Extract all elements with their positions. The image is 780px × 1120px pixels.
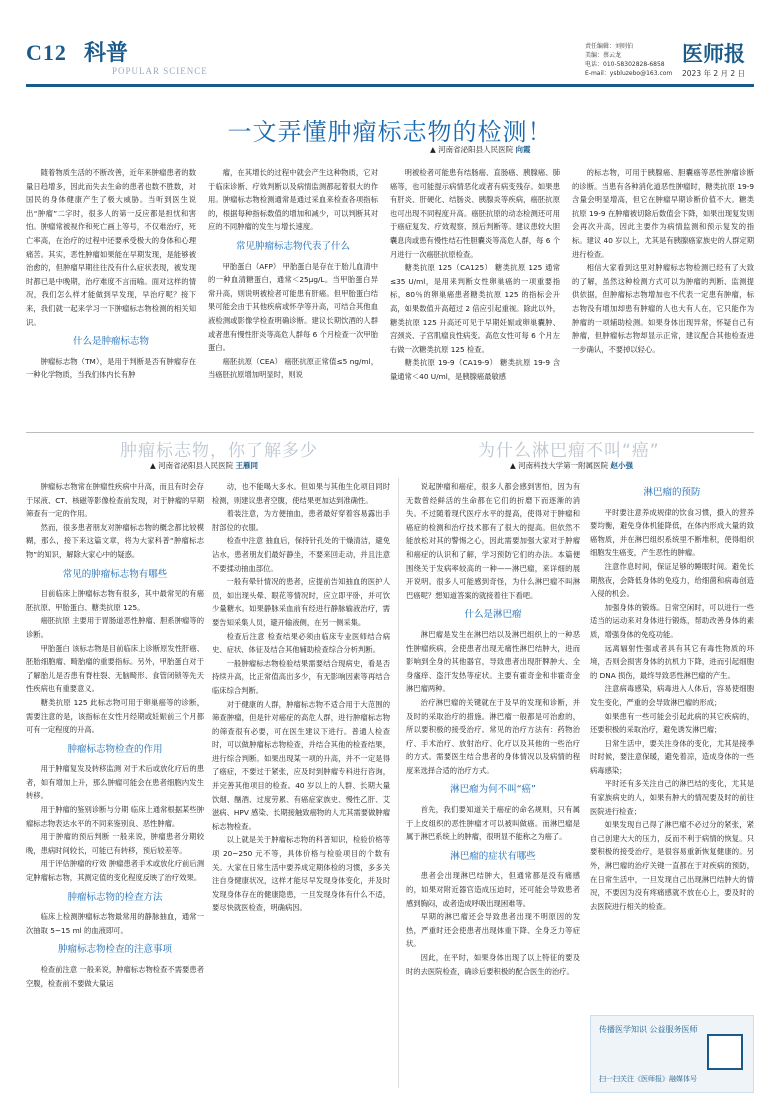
paragraph: 说起肿瘤和癌症，很多人都会感到害怕，因为有无数曾经鲜活的生命都在它们的折磨下而逐渐的消失。不过随着现代医疗水平的提高，使得对于肿瘤和癌症的检测和治疗技术都有了很大的提高。但依然不能放松对其的警惕之心，因此需要加强大家对于肿瘤和癌症的认识和了解，学习预防它们的办法。本篇便围绕关于发病率较高的一种——淋巴瘤，来详细的展开说明。很多人可能感到奇怪，为什么淋巴瘤不叫淋巴癌呢？想知道答案的就接着往下看吧。	[406, 482, 580, 600]
article1-col2	[208, 166, 378, 428]
paragraph: 肿瘤标志物（TM），是用于判断是否有肿瘤存在一种化学物质，当我们体内长有肿	[26, 356, 196, 380]
paragraph: 目前临床上肿瘤标志物有很多，其中最常见的有癌胚抗原、甲胎蛋白、糖类抗原 125。	[26, 589, 204, 612]
article2-byline	[150, 460, 258, 471]
section-title-en: POPULAR SCIENCE	[112, 66, 208, 76]
paragraph: 相信大家看到这里对肿瘤标志物检测已经有了大致的了解，虽然这种检测方式可以为肿瘤的判断、监测提供依据，但肿瘤标志物增加也不代表一定患有肿瘤，标志物没有增加却患有肿瘤的人也大有人在，它只能作为肿瘤的一项辅助检测。如果身体出现异常，怀疑自己有肿瘤，但肿瘤标志物却显示正常，建议配合其他检查进一步确认，不要掉以轻心。	[572, 263, 754, 354]
paragraph: 一般有晕针情况的患者，应提前告知抽血的医护人员，如出现头晕、眼花等情况时，应立即平卧，并可饮少量糖水。如果静脉采血前有经进行静脉输液治疗，需要告知采集人员，避开输液侧，在另一侧采集。	[212, 577, 390, 627]
paragraph: 然而，很多患者朋友对肿瘤标志物的概念都比较模糊，那么，接下来这篇文章，将为大家科普“肿瘤标志物”的知识，解除大家心中的疑惑。	[26, 522, 204, 559]
byline	[430, 144, 531, 155]
issue-date: 2023 年 2 月 2 日	[682, 69, 746, 78]
byline-author: 向霞	[515, 145, 531, 154]
paragraph: 甲胎蛋白 该标志物是目前临床上诊断原发性肝癌、胚胎细胞瘤、畸胎瘤的重要指标。另外，甲胎蛋白对于了解胎儿是否患有脊柱裂、无脑畸形、食管闭锁等先天性疾病也有重要意义。	[26, 643, 204, 694]
paragraph: 动，也不能喝大多水。但如果与其他生化项目同时检测，则建议患者空腹，使结果更加达到准确性。	[212, 482, 390, 505]
paragraph: 糖类抗原 125 此标志物可用于卵巢癌等的诊断，需要注意的是，该指标在女性月经期或妊娠前三个月都可有一定程度的升高。	[26, 697, 204, 735]
paragraph: 糖类抗原 125（CA125） 糖类抗原 125 通常≤35 U/ml，是用来判断女性卵巢癌的一项重要指标，80％的卵巢癌患者糖类抗原 125 的指标会升高，如果数值升高超过 2 倍应引起重视。除此以外，糖类抗原 125 升高还可见于早期妊娠或卵巢囊肿、宫颈炎、子宫肌瘤良性病变。高危女性可每 6 个月左右做一次糖类抗原 125 检查。	[390, 263, 560, 354]
paragraph: 注意作息时间，保证足够的睡眠时间。避免长期熬夜，会降低身体的免疫力，给细菌和病毒创造入侵的机会。	[590, 561, 754, 599]
subheading: 常见肿瘤标志物代表了什么	[235, 240, 350, 252]
paragraph: 因此，在平时，如果身体出现了以上特征的要及时的去医院检查，确诊后要积极的配合医生的治疗。	[406, 953, 580, 976]
paragraph: 用于肿瘤的鉴别诊断与分期 临床上通常根据某些肿瘤标志物表达水平的不同来鉴别良、恶性肿瘤。	[26, 805, 204, 828]
paragraph: 检查前注意 一般来说，肿瘤标志物检查不需要患者空腹，检查前不要做大量运	[26, 965, 204, 988]
article1-col1	[26, 166, 196, 428]
paragraph: 明被检者可能患有结肠癌、直肠癌、胰腺癌、肺癌等，也可能提示病情恶化或者有病变残存。如果患有肝炎、肝硬化、结肠炎、胰腺炎等疾病，癌胚抗原也可出现不同程度升高。癌胚抗原的动态检测还可用于癌症复发、疗效观察、预后判断等。建议患较大胆囊息肉或患有慢性结石性胆囊炎等高危人群，每 6 个月进行一次癌胚抗原检查。	[390, 168, 560, 259]
subheading: 肿瘤标志物检查的注意事项	[57, 944, 172, 956]
paragraph: 癌胚抗原（CEA） 癌胚抗原正常值≤5 ng/ml，当癌胚抗原增加明显时，则说	[208, 356, 378, 380]
paragraph: 临床上检测肿瘤标志物最常用的静脉抽血，通常一次抽取 5~15 ml 的血液即可。	[26, 912, 204, 935]
paragraph: 治疗淋巴瘤的关键就在于及早的发现和诊断，并及时的采取治疗的措施。淋巴瘤一般都是可治愈的，所以要积极的接受治疗。常见的治疗方法有：药物治疗、手术治疗、放射治疗、化疗以及其他的一些治疗的方式。需要医生结合患者的身体情况以及病情的程度来选择合适的治疗方式。	[406, 697, 580, 775]
article2-col2	[212, 480, 390, 1092]
paragraph: 患者会出现淋巴结肿大，但通常都是没有痛感的，如果对附近器官造成压迫时，还可能会导致患者感到胸闷，或者造成呼吸出现困难等。	[406, 871, 580, 908]
email: E-mail：ysbluzebo@163.com	[585, 70, 673, 77]
paragraph: 随着物质生活的不断改善，近年来肿瘤患者的数量日趋增多，因此而失去生命的患者也数不胜数，对国民的身体健康产生了极大威胁。当听到医生说出“肿瘤”二字时，很多人的第一反应都是担忧和害怕。肿瘤常被视作和死亡画上等号，不仅难治疗，死亡率高，在治疗的过程中还要承受极大的身体和心理痛苦。其实，恶性肿瘤如果能在早期发现，是能够被治愈的，但肿瘤早期往往没有什么症状表现，被发现时都已是中晚期，治疗难度不言而喻。面对这样的情况，我们怎么样才能做到早发现，早治疗呢？接下来，我们就一起来学习一下肿瘤标志物检测的相关知识。	[26, 168, 196, 327]
paragraph: 一般肿瘤标志物检验结果需要结合现病史，看是否持续升高，比正常值高出多少，有无影响因素等再结合临床综合判断。	[212, 658, 390, 695]
editor-info	[585, 42, 685, 78]
section-divider	[26, 432, 754, 433]
subheading: 什么是肿瘤标志物	[72, 336, 149, 348]
subheading: 肿瘤标志物的检查方法	[67, 891, 163, 903]
paragraph: 检查后注意 检查结果必须由临床专业医师结合病史、症状、体征及结合其他辅助检查综合分析判断。	[212, 631, 390, 655]
subheading: 淋巴瘤的症状有哪些	[450, 850, 536, 862]
byline-author: 赵小强	[610, 461, 634, 470]
article3-col1	[406, 480, 580, 1092]
subheading: 淋巴瘤的预防	[643, 487, 701, 498]
byline-hospital: ▲ 河南省泌阳县人民医院	[430, 145, 514, 154]
paragraph: 着装注意，为方便抽血，患者最好穿着容易露出手肘部位的衣服。	[212, 509, 390, 532]
editor: 责任编辑：刘则伯	[585, 43, 634, 50]
paragraph: 肿瘤标志物常在肿瘤性疾病中升高，而且有时会存于尿液、CT、核磁等影像检查前发现，对于肿瘤的早期筛查有一定的作用。	[26, 482, 204, 519]
paragraph: 用于评估肿瘤的疗效 肿瘤患者手术或放化疗前后测定肿瘤标志物，其测定值的变化程度反映了治疗效果。	[26, 859, 204, 883]
paragraph: 平时还有多关注自己的淋巴结的变化，尤其是有家族病史的人，如果有肿大的情况要及时的前往医院进行检查；	[590, 779, 754, 816]
paragraph: 淋巴瘤是发生在淋巴结以及淋巴组织上的一种恶性肿瘤疾病，会使患者出现无痛性淋巴结肿大，进而影响到全身的其他器官，导致患者出现肝脾肿大、全身瘙痒、盗汗发热等症状。主要有霍奇金和非霍奇金淋巴瘤两种。	[406, 629, 580, 694]
paragraph: 对于健康的人群，肿瘤标志物不适合用于大范围的筛查肿瘤，但是针对癌症的高危人群，进行肿瘤标志物的筛查很有必要，可在医生建议下进行。普通人检查时，可以做肿瘤标志物检查，并结合其他的检查结果，进行综合判断。如果出现某一项的升高，并不一定是得了癌症，不要过于紧张，应及时到肿瘤专科进行咨询，并完善其他项目的检查。40 岁以上的人群、长期大量饮烟、酗酒、过度劳累、有癌症家族史、慢性乙肝、艾滋病、HPV 感染、长期接触致癌物的人尤其需要做肿瘤标志物检查。	[212, 699, 390, 831]
paragraph: 用于肿瘤复发及转移监测 对于术后或放化疗后的患者，如有增加上升，那么肿瘤可能会在患者细胞内发生转移。	[26, 764, 204, 801]
byline-author: 王雁同	[235, 461, 259, 470]
brand-logo: 医师报	[682, 42, 745, 66]
article3-byline	[510, 460, 633, 471]
paragraph: 注意病毒感染，病毒进入人体后，容易使细胞发生变化，严重的会导致淋巴瘤的形成；	[590, 684, 754, 707]
promo-box	[590, 1015, 754, 1093]
paragraph: 首先，我们要知道关于癌症的命名规则，只有属于上皮组织的恶性肿瘤才可以被叫做癌。而淋巴瘤是属于淋巴系统上的肿瘤，很明显不能称之为癌了。	[406, 805, 580, 842]
byline-hospital: ▲ 河南省泌阳县人民医院	[150, 461, 234, 470]
subheading: 淋巴瘤为何不叫“癌”	[450, 784, 536, 796]
promo-caption: 扫一扫关注《医师报》融媒体号	[599, 1075, 697, 1083]
page-number: C12	[26, 40, 67, 65]
article1-col3	[390, 166, 560, 428]
paragraph: 甲胎蛋白（AFP） 甲胎蛋白是存在于胎儿血清中的一种血清糖蛋白，通常＜25μg/L。当甲胎蛋白异常升高，则说明被检者可能患有肝癌。但甲胎蛋白结果可能会由于其他疾病或怀孕等升高，可结合其他血液检测或影像学检查明确诊断。建议长期饮酒的人群或者患有慢性肝炎等高危人群每 6 个月检查一次甲胎蛋白。	[208, 261, 378, 353]
article3-title: 为什么淋巴瘤不叫“癌”	[478, 441, 660, 461]
designer: 美编：蔡云龙	[585, 52, 622, 59]
column-rule	[398, 478, 399, 1088]
byline-hospital: ▲ 河南科技大学第一附属医院	[510, 461, 609, 470]
paragraph: 以上就是关于肿瘤标志物的科普知识，检验价格等项 20~250 元不等，具体价格与检验项目的个数有关。大家在日常生活中要养成定期体检的习惯，多多关注自身健康状况，这样才能尽早发现身体变化，并及时发现身体存在的健康隐患，一旦发现身体有什么不适，要尽快就医检查，明确病因。	[212, 835, 390, 913]
article2-title: 肿瘤标志物，你了解多少	[120, 441, 318, 461]
subheading: 肿瘤标志物检查的作用	[67, 743, 163, 755]
phone: 电话：010-58302828-6858	[585, 61, 665, 68]
headline: 一文弄懂肿瘤标志物的检测！	[227, 118, 553, 146]
paragraph: 检查中注意 抽血后，保持针孔处的干燥清洁，避免沾水，患者朋友们最好静坐，不要来回走动，并且注意不要揉动抽血部位。	[212, 536, 390, 573]
qr-code-icon[interactable]	[707, 1034, 743, 1070]
paragraph: 加强身体的锻炼。日常空闲时，可以进行一些适当的运动来对身体进行锻炼，帮助改善身体的素质，增强身体的免疫功能。	[590, 602, 754, 639]
article3-col2	[590, 480, 754, 1010]
paragraph: 用于肿瘤的预后判断 一般来说，肿瘤患者分期较晚，患病时间较长，可能已有转移，预后较差等。	[26, 832, 204, 855]
subheading: 什么是淋巴瘤	[464, 609, 522, 621]
header-rule	[26, 84, 754, 87]
paragraph: 如果发现自己得了淋巴瘤不必过分的紧张，紧自己创建大大的压力，反而不利于病情的恢复。只要积极的接受治疗，是很容易重新恢复健康的。另外，淋巴瘤的治疗关键一直都在于对疾病的预防，在日常生活中，一旦发现自己出现淋巴结肿大的情况，不要因为没有疼痛感就不放在心上，要及时的去医院进行相关的检查。	[590, 820, 754, 911]
paragraph: 瘤，在其增长的过程中就会产生这种物质，它对于临床诊断、疗效判断以及病情监测都起着很大的作用。肿瘤标志物检测通常是通过采血来检查各项指标的，根据每种指标数值的增加和减少，可以判断其对应的不同肿瘤的发生与增长速度。	[208, 168, 378, 232]
paragraph: 如果患有一些可能会引起此病的其它疾病的，还要积极的采取治疗，避免诱发淋巴瘤；	[590, 711, 754, 735]
promo-slogan: 传播医学知识 公益服务医师	[599, 1025, 698, 1034]
paragraph: 远离辐射性强或者具有其它有毒性物质的环境，否则会损害身体的抗机力下降，进而引起细胞的 DNA 损伤，最终导致恶性淋巴瘤的产生。	[590, 643, 754, 680]
paragraph: 糖类抗原 19-9（CA19-9） 糖类抗原 19-9 含量通常＜40 U/ml，是胰腺癌最敏感	[390, 358, 560, 381]
article2-col1	[26, 480, 204, 1092]
paragraph: 癌胚抗原 主要用于胃肠道恶性肿瘤、胆系肿瘤等的诊断。	[26, 616, 204, 639]
article1-col4	[572, 166, 754, 428]
paragraph: 的标志物，可用于胰腺癌、胆囊癌等恶性肿瘤诊断的诊断。当患有各种消化道恶性肿瘤时，糖类抗原 19-9 含量会明显增高，但它在肿瘤早期诊断价值不大。糖类抗原 19-9 在肿瘤被切除后数值会下降，如果出现复发则会再次升高，因此主要作为病情监测和预示复发的指标。建议 40 岁以上，尤其是有胰腺癌家族史的人群定期进行检查。	[572, 168, 754, 259]
subheading: 常见的肿瘤标志物有哪些	[62, 568, 168, 580]
paragraph: 早期的淋巴瘤还会导致患者出现不明原因的发热，严重时还会使患者出现体重下降、全身乏力等症状。	[406, 912, 580, 949]
paragraph: 平时要注意养成规律的饮食习惯，摄入的营养要均衡，避免身体机能降低，在体内形成大量的致癌物质，并在淋巴组织系统里不断堆积，使得组织细胞发生癌变，产生恶性的肿瘤。	[590, 507, 754, 558]
section-title: 科普	[84, 41, 129, 66]
paragraph: 日常生活中，要关注身体的变化，尤其是接季时时候，要注意保暖，避免着凉，造成身体的一些病毒感染；	[590, 738, 754, 775]
